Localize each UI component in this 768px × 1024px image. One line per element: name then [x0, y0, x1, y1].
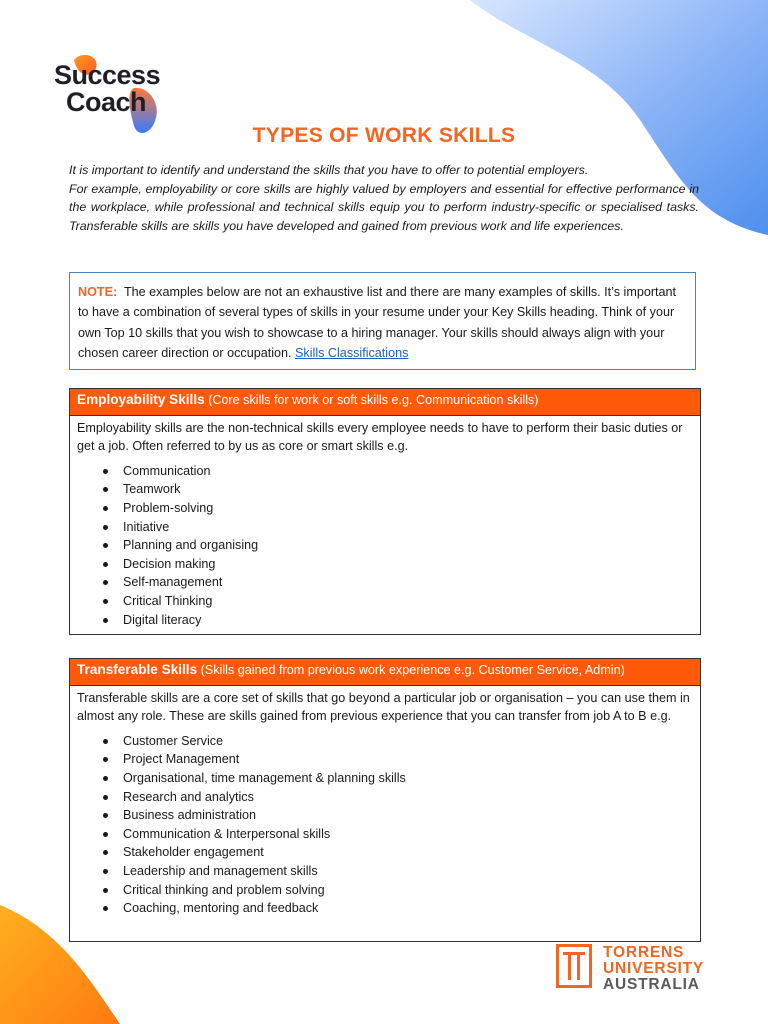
intro-paragraph-2: For example, employability or core skills are highly valued by employers and essential for effective performance in the workplace, while professional and technical skills equip you to perform industry-specific or specialised tasks. Transferable skills are skills you have developed and gained from previous work and life experiences. — [69, 181, 699, 233]
section-header — [70, 389, 700, 416]
note-box — [69, 272, 696, 370]
skills-list — [70, 732, 700, 918]
list-item: Self-management — [123, 573, 700, 592]
list-item: Research and analytics — [123, 788, 700, 807]
list-item: Problem-solving — [123, 499, 700, 518]
skills-list — [70, 462, 700, 629]
list-item: Decision making — [123, 555, 700, 574]
section-description: Employability skills are the non-technical skills every employee needs to have to perform their basic duties or get a job. Often referred to by us as core or smart skills e.g. — [77, 421, 683, 454]
transferable-skills-box — [69, 658, 701, 942]
intro-paragraph-1: It is important to identify and understand the skills that you have to offer to potential employers. — [69, 163, 589, 177]
list-item: Leadership and management skills — [123, 862, 700, 881]
skills-classifications-link[interactable]: Skills Classifications — [295, 346, 409, 361]
section-header — [70, 659, 700, 686]
torrens-line-1: TORRENS — [603, 944, 685, 961]
torrens-mark-icon — [556, 944, 592, 988]
list-item: Customer Service — [123, 732, 700, 751]
note-label: NOTE: — [78, 285, 118, 299]
torrens-line-2: UNIVERSITY — [603, 960, 705, 977]
torrens-line-3: AUSTRALIA — [603, 976, 700, 993]
list-item: Communication — [123, 462, 700, 481]
section-subheading: (Skills gained from previous work experience e.g. Customer Service, Admin) — [200, 663, 625, 677]
section-description: Transferable skills are a core set of skills that go beyond a particular job or organisation – you can use them in almost any role. These are skills gained from previous experience that you can transfer from job A to B e.g. — [77, 691, 690, 724]
list-item: Critical Thinking — [123, 592, 700, 611]
section-heading: Transferable Skills — [77, 662, 198, 677]
logo-word-success: Success — [54, 60, 161, 90]
list-item: Initiative — [123, 518, 700, 537]
list-item: Project Management — [123, 750, 700, 769]
section-heading: Employability Skills — [77, 392, 205, 407]
list-item: Teamwork — [123, 480, 700, 499]
logo-word-coach: Coach — [66, 87, 147, 117]
page-title: TYPES OF WORK SKILLS — [252, 124, 516, 147]
list-item: Digital literacy — [123, 611, 700, 630]
list-item: Business administration — [123, 806, 700, 825]
intro-text — [69, 161, 699, 235]
list-item: Planning and organising — [123, 536, 700, 555]
note-text: The examples below are not an exhaustive list and there are many examples of skills. It’s important to have a combination of several types of skills in your resume under your Key Skills heading. Think of your own Top 10 skills that you wish to showcase to a hiring manager. Your skills should always align with your chosen career direction or occupation. — [78, 285, 677, 361]
list-item: Stakeholder engagement — [123, 843, 700, 862]
torrens-university-logo — [556, 944, 726, 992]
list-item: Coaching, mentoring and feedback — [123, 899, 700, 918]
employability-skills-box — [69, 388, 701, 635]
section-subheading: (Core skills for work or soft skills e.g. Communication skills) — [208, 393, 539, 407]
list-item: Communication & Interpersonal skills — [123, 825, 700, 844]
list-item: Critical thinking and problem solving — [123, 881, 700, 900]
list-item: Organisational, time management & planning skills — [123, 769, 700, 788]
